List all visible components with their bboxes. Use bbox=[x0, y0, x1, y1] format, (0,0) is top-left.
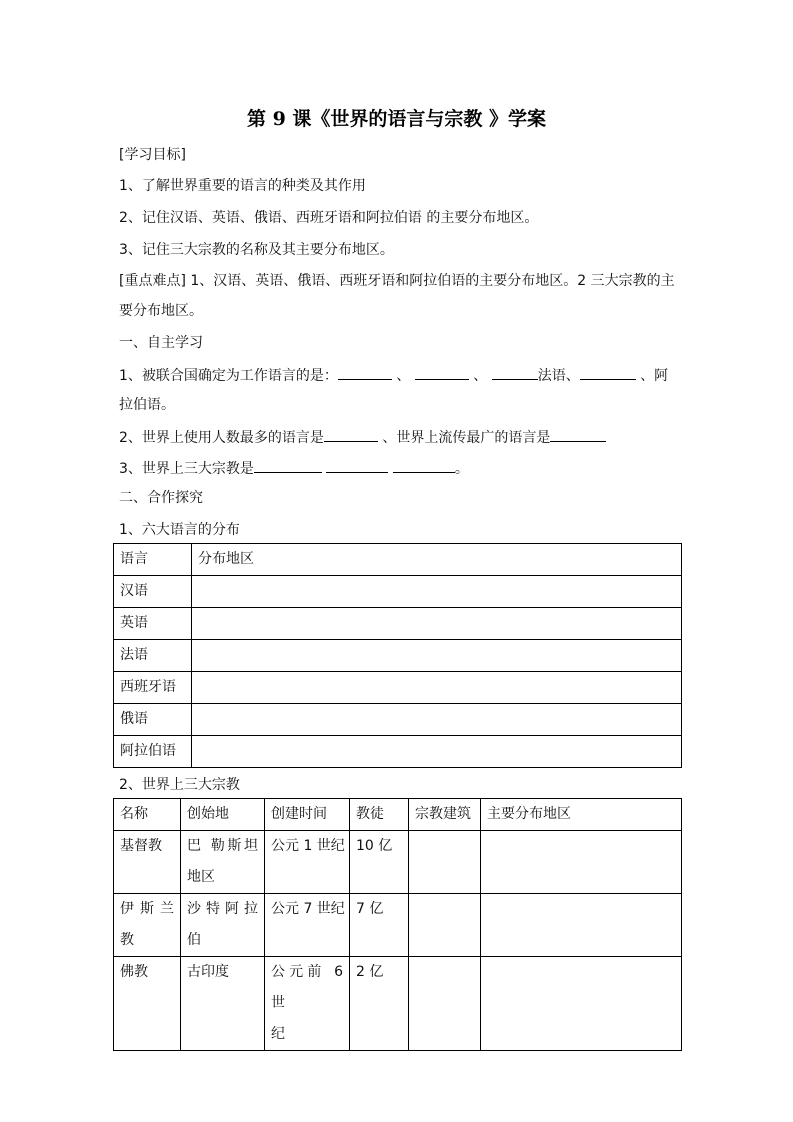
table-row bbox=[114, 704, 682, 736]
separator: 、 bbox=[396, 368, 411, 384]
architecture-cell[interactable] bbox=[409, 894, 481, 957]
answer-blank[interactable] bbox=[580, 365, 636, 380]
question-2 bbox=[119, 427, 606, 448]
answer-blank[interactable] bbox=[338, 365, 392, 380]
answer-blank[interactable] bbox=[550, 427, 606, 442]
regions-cell[interactable] bbox=[481, 957, 682, 1051]
question-2-text-a: 2、世界上使用人数最多的语言是 bbox=[119, 430, 324, 446]
religion-name-cell: 基督教 bbox=[114, 831, 181, 894]
header-name: 名称 bbox=[114, 799, 181, 831]
distribution-cell[interactable] bbox=[192, 608, 682, 640]
language-cell: 俄语 bbox=[114, 704, 192, 736]
page-title: 第 9 课《世界的语言与宗教 》学案 bbox=[246, 108, 547, 130]
objective-3: 3、记住三大宗教的名称及其主要分布地区。 bbox=[119, 242, 394, 258]
key-points-line-1: [重点难点] 1、汉语、英语、俄语、西班牙语和阿拉伯语的主要分布地区。2 三大宗教的主 bbox=[119, 273, 675, 289]
separator: 、阿 bbox=[640, 368, 669, 384]
distribution-cell[interactable] bbox=[192, 576, 682, 608]
language-distribution-table bbox=[113, 543, 682, 768]
objective-2: 2、记住汉语、英语、俄语、西班牙语和阿拉伯语 的主要分布地区。 bbox=[119, 210, 539, 226]
believers-cell: 10 亿 bbox=[350, 831, 409, 894]
language-cell: 英语 bbox=[114, 608, 192, 640]
question-2-text-b: 、世界上流传最广的语言是 bbox=[382, 430, 551, 446]
subsection-religions: 2、世界上三大宗教 bbox=[119, 777, 240, 793]
key-points-line-2: 要分布地区。 bbox=[119, 303, 203, 319]
language-cell: 汉语 bbox=[114, 576, 192, 608]
answer-blank[interactable] bbox=[326, 458, 388, 473]
table-row bbox=[114, 894, 682, 957]
answer-blank[interactable] bbox=[324, 427, 378, 442]
period: 。 bbox=[454, 461, 469, 477]
origin-cell: 巴 勒斯坦 地区 bbox=[181, 831, 265, 894]
religions-table bbox=[113, 798, 682, 1051]
table-row bbox=[114, 957, 682, 1051]
architecture-cell[interactable] bbox=[409, 831, 481, 894]
section-self-study: 一、自主学习 bbox=[119, 335, 203, 351]
header-main-regions: 主要分布地区 bbox=[481, 799, 682, 831]
architecture-cell[interactable] bbox=[409, 957, 481, 1051]
answer-blank[interactable] bbox=[415, 365, 469, 380]
subsection-languages: 1、六大语言的分布 bbox=[119, 522, 240, 538]
answer-blank[interactable] bbox=[492, 365, 538, 380]
believers-cell: 7 亿 bbox=[350, 894, 409, 957]
founding-time-cell: 公元 1 世纪 bbox=[265, 831, 350, 894]
header-origin: 创始地 bbox=[181, 799, 265, 831]
header-language: 语言 bbox=[114, 544, 192, 576]
question-1 bbox=[119, 365, 668, 386]
origin-cell: 沙特阿拉 伯 bbox=[181, 894, 265, 957]
distribution-cell[interactable] bbox=[192, 672, 682, 704]
distribution-cell[interactable] bbox=[192, 736, 682, 768]
distribution-cell[interactable] bbox=[192, 704, 682, 736]
believers-cell: 2 亿 bbox=[350, 957, 409, 1051]
religion-name-cell: 佛教 bbox=[114, 957, 181, 1051]
table-row bbox=[114, 831, 682, 894]
french-label: 法语、 bbox=[537, 368, 580, 384]
question-3-text: 3、世界上三大宗教是 bbox=[119, 461, 254, 477]
table-row bbox=[114, 640, 682, 672]
founding-time-cell: 公元 7 世纪 bbox=[265, 894, 350, 957]
header-believers: 教徒 bbox=[350, 799, 409, 831]
header-distribution: 分布地区 bbox=[192, 544, 682, 576]
language-cell: 西班牙语 bbox=[114, 672, 192, 704]
regions-cell[interactable] bbox=[481, 831, 682, 894]
religion-name-cell: 伊斯兰 教 bbox=[114, 894, 181, 957]
section-cooperative-inquiry: 二、合作探究 bbox=[119, 490, 203, 506]
question-1-line-2: 拉伯语。 bbox=[119, 397, 175, 413]
header-founding-time: 创建时间 bbox=[265, 799, 350, 831]
regions-cell[interactable] bbox=[481, 894, 682, 957]
question-3 bbox=[119, 458, 469, 479]
separator: 、 bbox=[473, 368, 488, 384]
table-header-row bbox=[114, 544, 682, 576]
answer-blank[interactable] bbox=[393, 458, 455, 473]
table-row bbox=[114, 608, 682, 640]
objective-1: 1、了解世界重要的语言的种类及其作用 bbox=[119, 178, 366, 194]
table-row bbox=[114, 672, 682, 704]
language-cell: 阿拉伯语 bbox=[114, 736, 192, 768]
objectives-heading: [学习目标] bbox=[119, 147, 186, 163]
distribution-cell[interactable] bbox=[192, 640, 682, 672]
origin-cell: 古印度 bbox=[181, 957, 265, 1051]
header-architecture: 宗教建筑 bbox=[409, 799, 481, 831]
question-1-text: 1、被联合国确定为工作语言的是： bbox=[119, 368, 338, 384]
table-row bbox=[114, 576, 682, 608]
language-cell: 法语 bbox=[114, 640, 192, 672]
table-header-row bbox=[114, 799, 682, 831]
table-row bbox=[114, 736, 682, 768]
answer-blank[interactable] bbox=[254, 458, 322, 473]
founding-time-cell: 公元前 6 世 纪 bbox=[265, 957, 350, 1051]
